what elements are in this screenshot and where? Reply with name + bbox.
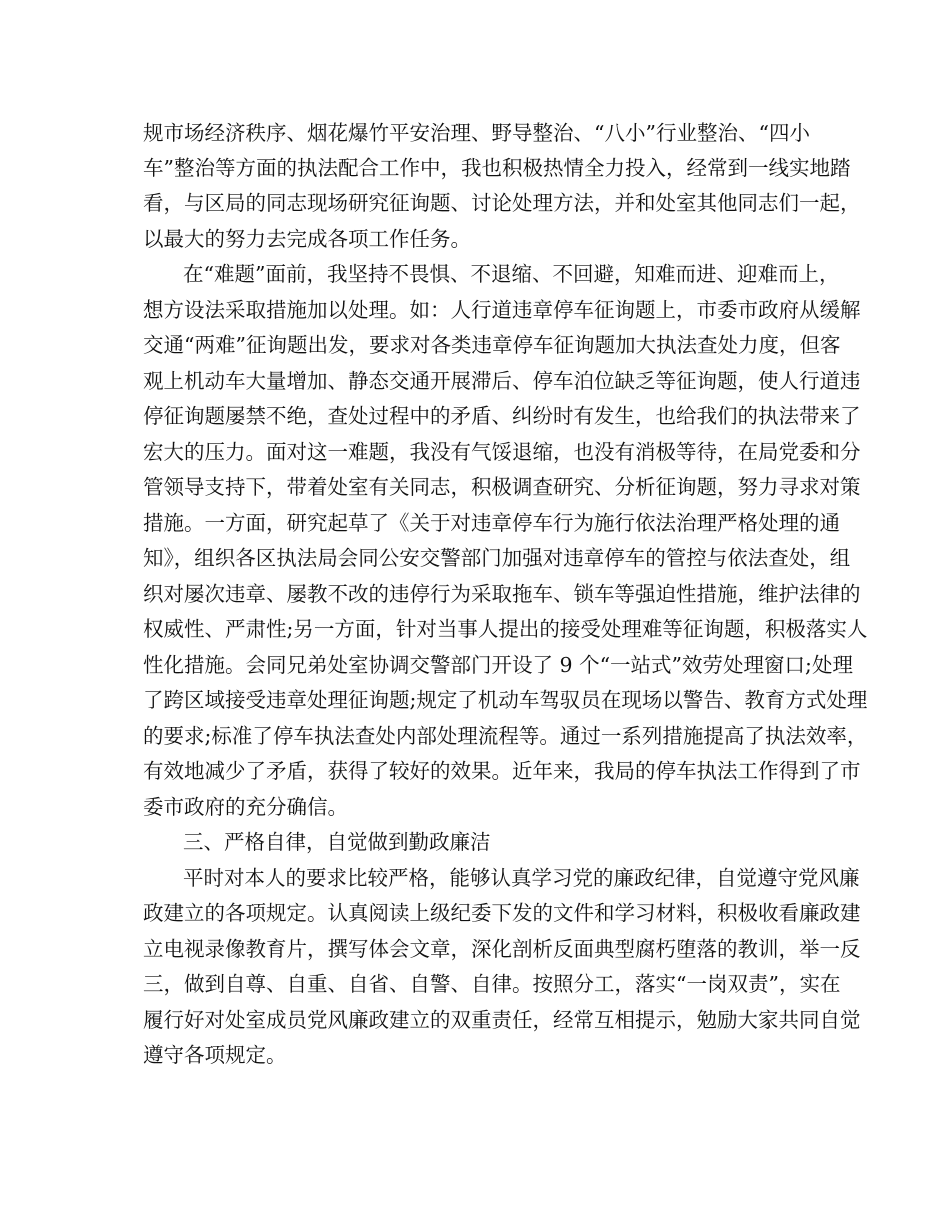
body-line: 权威性、严肃性;另一方面，针对当事人提出的接受处理难等征询题，积极落实人: [143, 617, 868, 641]
body-line: 交通“两难”征询题出发，要求对各类违章停车征询题加大执法查处力度，但客: [143, 333, 841, 357]
body-line: 车”整治等方面的执法配合工作中，我也积极热情全力投入，经常到一线实地踏: [143, 156, 851, 180]
body-line: 立电视录像教育片，撰写体会文章，深化剖析反面典型腐朽堕落的教训，举一反: [143, 937, 861, 961]
body-line: 三，做到自尊、自重、自省、自警、自律。按照分工，落实“一岗双责”，实在: [143, 972, 841, 996]
body-line: 履行好对处室成员党风廉政建立的双重责任，经常互相提示，勉励大家共同自觉: [143, 1008, 861, 1032]
body-line: 想方设法采取措施加以处理。如：人行道违章停车征询题上，市委市政府从缓解: [143, 298, 861, 322]
body-line: 以最大的努力去完成各项工作任务。: [143, 227, 471, 251]
body-line: 措施。一方面，研究起草了《关于对违章停车行为施行依法治理严格处理的通: [143, 511, 840, 535]
body-line: 知》，组织各区执法局会同公安交警部门加强对违章停车的管控与依法查处，组: [143, 546, 851, 570]
body-line: 性化措施。会同兄弟处室协调交警部门开设了 9 个“一站式”效劳处理窗口;处理: [143, 653, 853, 677]
body-line: 的要求;标准了停车执法查处内部处理流程等。通过一系列措施提高了执法效率，: [143, 724, 868, 748]
body-line: 政建立的各项规定。认真阅读上级纪委下发的文件和学习材料，积极收看廉政建: [143, 901, 861, 925]
body-line: 有效地减少了矛盾，获得了较好的效果。近年来，我局的停车执法工作得到了市: [143, 759, 861, 783]
body-line: 委市政府的充分确信。: [143, 795, 348, 819]
body-line: 管领导支持下，带着处室有关同志，积极调查研究、分析征询题，努力寻求对策: [143, 475, 861, 499]
body-line: 织对屡次违章、屡教不改的违停行为采取拖车、锁车等强迫性措施，维护法律的: [143, 582, 861, 606]
paragraph-first-line: 平时对本人的要求比较严格，能够认真学习党的廉政纪律，自觉遵守党风廉: [183, 866, 860, 890]
body-line: 遵守各项规定。: [143, 1043, 287, 1067]
body-line: 观上机动车大量增加、静态交通开展滞后、停车泊位缺乏等征询题，使人行道违: [143, 369, 861, 393]
section-heading: 三、严格自律，自觉做到勤政廉洁: [183, 830, 491, 854]
body-line: 看，与区局的同志现场研究征询题、讨论处理方法，并和处室其他同志们一起，: [143, 191, 861, 215]
body-line: 了跨区域接受违章处理征询题;规定了机动车驾驭员在现场以警告、教育方式处理: [143, 688, 868, 712]
body-line: 停征询题屡禁不绝，查处过程中的矛盾、纠纷时有发生，也给我们的执法带来了: [143, 404, 861, 428]
paragraph-first-line: 在“难题”面前，我坚持不畏惧、不退缩、不回避，知难而进、迎难而上，: [183, 262, 840, 286]
body-line: 宏大的压力。面对这一难题，我没有气馁退缩，也没有消极等待，在局党委和分: [143, 440, 861, 464]
body-line: 规市场经济秩序、烟花爆竹平安治理、野导整治、“八小”行业整治、“四小: [143, 121, 810, 145]
